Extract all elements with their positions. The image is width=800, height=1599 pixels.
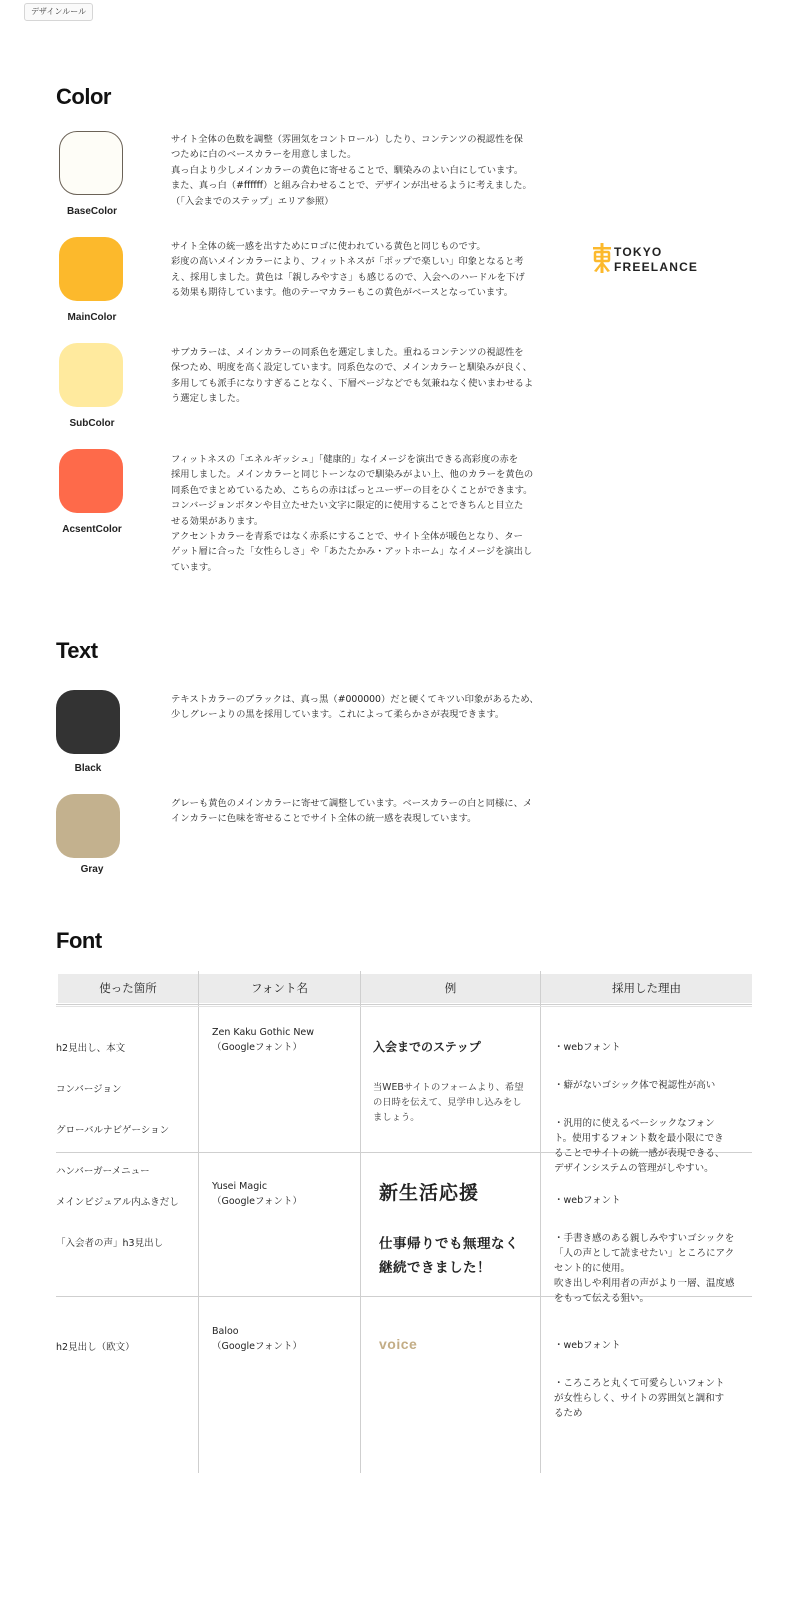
font-section-title: Font bbox=[56, 928, 102, 953]
font-row-2-usage bbox=[56, 1180, 196, 1277]
logo-text-tokyo: TOKYO bbox=[614, 245, 663, 259]
font-row-3-font-name: Baloo （Googleフォント） bbox=[212, 1326, 303, 1352]
font-row-3-reason bbox=[554, 1323, 750, 1444]
main-color-description: サイト全体の統一感を出すためにロゴに使われている黄色と同じものです。 彩度の高いメインカラーにより、フィットネスが「ポップで楽しい」印象となると考 え、採用しました。黄色は「親しみやすさ」も感じるので、入会へのハードルを下げ る効果も期待しています。他のテーマカラーもこの黄色がベースとなっています。 bbox=[171, 241, 525, 299]
tokyo-freelance-logo bbox=[592, 243, 710, 275]
usage-item: コンバージョン bbox=[56, 1084, 122, 1095]
font-row-2-reason bbox=[554, 1178, 750, 1329]
accent-color-label: AcsentColor bbox=[62, 524, 122, 535]
example-body: 当WEBサイトのフォームより、希望 の日時を伝えて、見学申し込みをし ましょう。 bbox=[373, 1082, 524, 1123]
font-row-2-font-name: Yusei Magic （Googleフォント） bbox=[212, 1181, 303, 1207]
logo-text-freelance: FREELANCE bbox=[614, 260, 699, 274]
black-color-label: Black bbox=[74, 763, 102, 774]
reason-item: ・webフォント bbox=[554, 1340, 621, 1351]
font-table-header-reason: 採用した理由 bbox=[541, 974, 752, 1003]
font-table-header-rule bbox=[56, 1004, 752, 1005]
font-table-header-rule bbox=[56, 1006, 752, 1007]
sub-color-swatch bbox=[59, 343, 123, 407]
example-big-text: 新生活応援 bbox=[379, 1182, 480, 1204]
accent-color-swatch bbox=[59, 449, 123, 513]
black-color-description: テキストカラーのブラックは、真っ黒（#000000）だと硬くてキツい印象があるため、 少しグレーよりの黒を採用しています。これによって柔らかさが表現できます。 bbox=[171, 694, 539, 721]
font-table-divider bbox=[360, 971, 361, 1473]
reason-item: ・ころころと丸くて可愛らしいフォント が女性らしく、サイトの雰囲気と調和す るため bbox=[554, 1378, 725, 1419]
text-section-title: Text bbox=[56, 638, 98, 663]
font-table-divider bbox=[540, 971, 541, 1473]
reason-item: ・汎用的に使えるベーシックなフォン ト。使用するフォント数を最小限にでき ることでサイトの統一感が表現できる、 デザインシステムの管理がしやすい。 bbox=[554, 1118, 725, 1174]
font-row-1-usage bbox=[56, 1026, 196, 1205]
base-color-description: サイト全体の色数を調整（雰囲気をコントロール）したり、コンテンツの視認性を保 つために白のベースカラーを用意しました。 真っ白より少しメインカラーの黄色に寄せることで、馴染みのよい白にしています。 また、真っ白（#ffffff）と組み合わせることで、デザインが出せるように考えました。 （「入会までのステップ」エリア参照） bbox=[171, 134, 532, 207]
font-table-divider bbox=[198, 971, 199, 1473]
usage-item: ハンバーガーメニュー bbox=[56, 1166, 150, 1177]
font-table-header-usage: 使った箇所 bbox=[58, 974, 198, 1003]
gray-color-description: グレーも黄色のメインカラーに寄せて調整しています。ベースカラーの白と同様に、メ インカラーに色味を寄せることでサイト全体の統一感を表現しています。 bbox=[171, 798, 533, 825]
base-color-swatch bbox=[59, 131, 123, 195]
reason-item: ・webフォント bbox=[554, 1042, 621, 1053]
usage-item: メインビジュアル内ふきだし bbox=[56, 1197, 179, 1208]
usage-item: グローバルナビゲーション bbox=[56, 1125, 170, 1136]
reason-item: ・癖がないゴシック体で視認性が高い bbox=[554, 1080, 716, 1091]
usage-item: 「入会者の声」h3見出し bbox=[56, 1238, 164, 1249]
sub-color-label: SubColor bbox=[69, 418, 115, 429]
example-heading: 入会までのステップ bbox=[373, 1040, 481, 1054]
example-mid-text: 仕事帰りでも無理なく 継続できました！ bbox=[379, 1236, 519, 1276]
main-color-label: MainColor bbox=[67, 312, 117, 323]
logo-mark-icon bbox=[592, 243, 612, 273]
font-row-3-example bbox=[379, 1322, 539, 1367]
accent-color-description: フィットネスの「エネルギッシュ」「健康的」なイメージを演出できる高彩度の赤を 採用しました。メインカラーと同じトーンなので馴染みがよい上、他のカラーを黄色の 同系色でまとめているため、こちらの赤はぱっとユーザーの目をひくことができます。 コンバージョンボタンや目立たせたい文字に限定的に使用することできちんと目立た せる効果があります。 アクセントカラーを青系ではなく赤系にすることで、サイト全体が暖色となり、ター ゲット層に合った「女性らしさ」や「あたたかみ・アットホーム」なイメージを演出し ています。 bbox=[171, 454, 534, 573]
font-row-1-reason bbox=[554, 1025, 750, 1199]
reason-item: ・webフォント bbox=[554, 1195, 621, 1206]
gray-color-label: Gray bbox=[80, 864, 104, 875]
base-color-label: BaseColor bbox=[66, 206, 117, 217]
example-voice-text: voice bbox=[379, 1336, 418, 1352]
reason-item: ・手書き感のある親しみやすいゴシックを 「人の声として読ませたい」ところにアク セント的に使用。 吹き出しや利用者の声がより一層、温度感 をもって伝える狙い。 bbox=[554, 1233, 735, 1304]
font-row-1-font-name: Zen Kaku Gothic New （Googleフォント） bbox=[212, 1027, 315, 1053]
sub-color-description: サブカラーは、メインカラーの同系色を選定しました。重ねるコンテンツの視認性を 保つため、明度を高く設定しています。同系色なので、メインカラーと馴染みが良く、 多用しても派手になりすぎることなく、下層ページなどでも気兼ねなく使いまわせるよ う選定しました。 bbox=[171, 347, 534, 405]
document-tab-label[interactable]: デザインルール bbox=[24, 3, 93, 21]
color-section-title: Color bbox=[56, 84, 111, 109]
gray-color-swatch bbox=[56, 794, 120, 858]
usage-item: h2見出し、本文 bbox=[56, 1043, 126, 1054]
black-color-swatch bbox=[56, 690, 120, 754]
font-table-header-font-name: フォント名 bbox=[199, 974, 360, 1003]
font-row-2-example bbox=[379, 1171, 539, 1295]
font-row-1-example bbox=[373, 1025, 538, 1140]
usage-item: h2見出し（欧文） bbox=[56, 1342, 135, 1353]
main-color-swatch bbox=[59, 237, 123, 301]
font-table-header-example: 例 bbox=[361, 974, 540, 1003]
font-row-3-usage bbox=[56, 1325, 196, 1381]
